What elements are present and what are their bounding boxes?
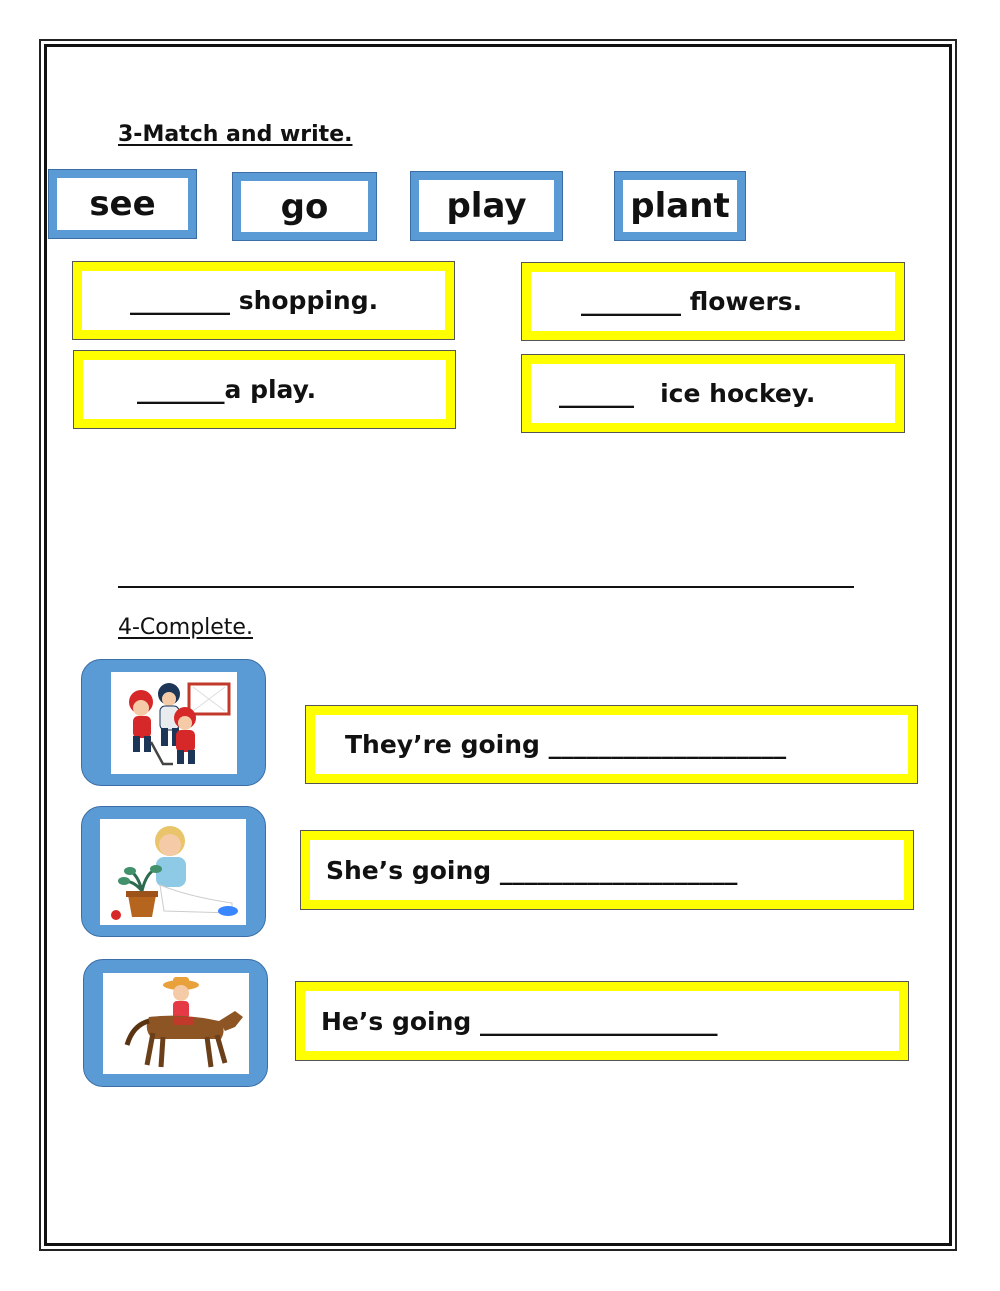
picture-card-1 xyxy=(81,659,266,786)
sentence-text: _______a play. xyxy=(137,375,317,404)
complete-text: He’s going ___________________ xyxy=(321,1006,718,1036)
sentence-box-shopping[interactable] xyxy=(73,262,454,339)
word-card-play[interactable]: play xyxy=(411,172,562,240)
picture-card-2 xyxy=(81,806,266,937)
sentence-text: ______ ice hockey. xyxy=(559,379,816,408)
sentence-box-flowers[interactable] xyxy=(522,263,904,340)
complete-box-3[interactable] xyxy=(296,982,908,1060)
boy-riding-horse-picture xyxy=(103,973,249,1074)
ice-hockey-kids-picture xyxy=(111,672,237,774)
complete-box-1[interactable] xyxy=(306,706,917,783)
section-4-heading: 4-Complete. xyxy=(118,615,253,640)
section-divider xyxy=(118,586,854,588)
complete-box-2[interactable] xyxy=(301,831,913,909)
sentence-text: ________ shopping. xyxy=(130,286,379,315)
sentence-box-ice-hockey[interactable] xyxy=(522,355,904,432)
woman-planting-picture xyxy=(100,819,246,925)
sentence-box-play[interactable] xyxy=(74,351,455,428)
sentence-text: ________ flowers. xyxy=(581,287,803,316)
word-card-see[interactable]: see xyxy=(49,170,196,238)
word-card-plant[interactable]: plant xyxy=(615,172,745,240)
section-3-heading: 3-Match and write. xyxy=(118,122,353,147)
complete-text: She’s going ___________________ xyxy=(326,855,738,885)
complete-text: They’re going ___________________ xyxy=(345,730,787,759)
picture-card-3 xyxy=(83,959,268,1087)
word-card-go[interactable]: go xyxy=(233,173,376,240)
